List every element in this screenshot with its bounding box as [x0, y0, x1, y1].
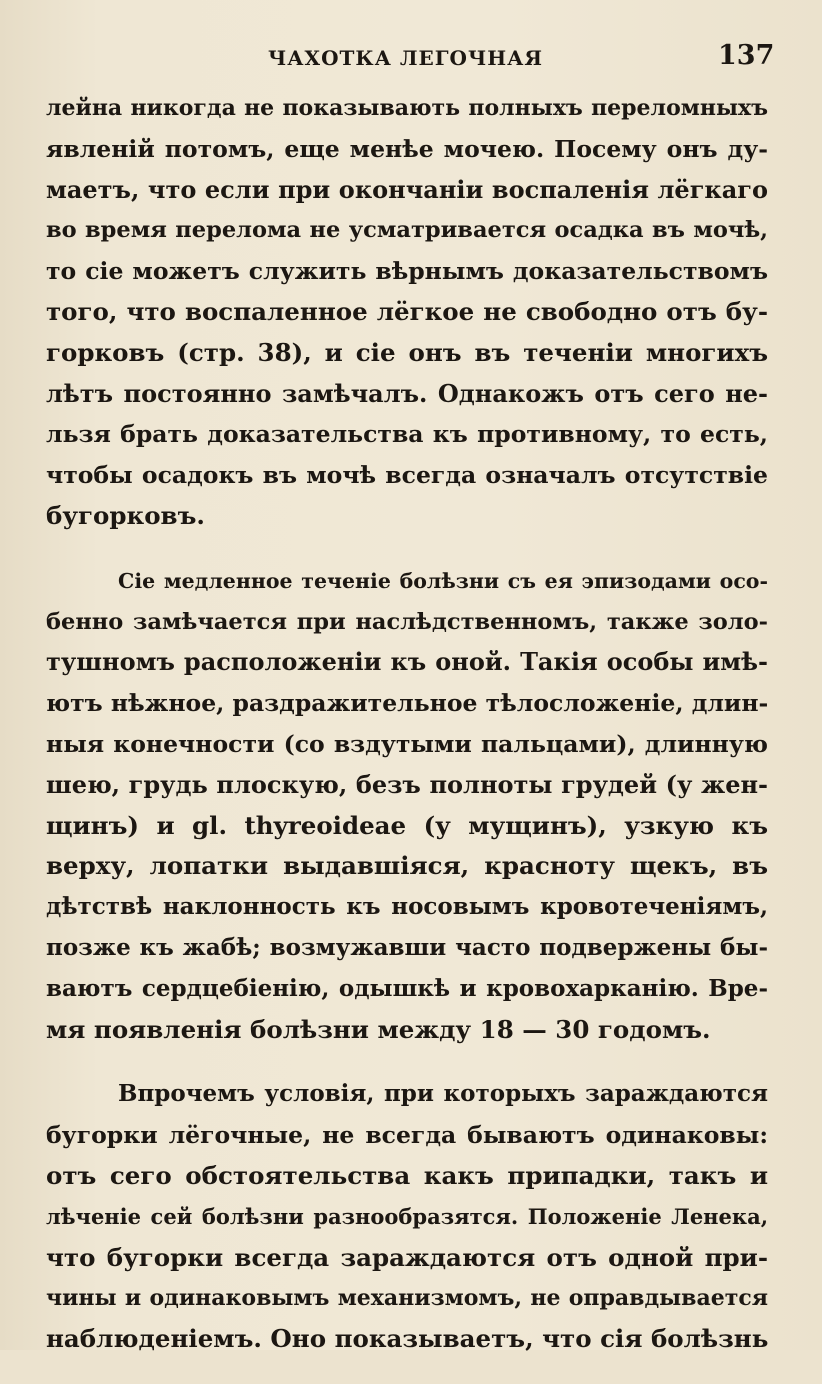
- text-line: явленій потомъ, еще менѣе мочею. Посему онъ ду-: [46, 134, 768, 163]
- text-line: то сіе можетъ служить вѣрнымъ доказательствомъ: [46, 257, 768, 286]
- text-line: шею, грудь плоскую, безъ полноты грудей (у жен-: [46, 769, 768, 799]
- text-line: лейна никогда не показывають полныхъ переломныхъ: [46, 95, 768, 121]
- text-line: отъ сего обстоятельства какъ припадки, такъ и: [46, 1160, 768, 1190]
- text-line: что бугорки всегда зараждаются отъ одной при-: [46, 1242, 768, 1272]
- paragraph-2: [46, 561, 768, 1051]
- text-line: Впрочемъ условія, при которыхъ зараждаются: [118, 1080, 768, 1108]
- page-header: [0, 40, 822, 76]
- text-line: ваютъ сердцебіенію, одышкѣ и кровохарканію. Вре-: [46, 974, 768, 1002]
- text-line: Сіе медленное теченіе болѣзни съ ея эпизодами осо-: [118, 568, 768, 593]
- page-number: 137: [718, 40, 775, 71]
- running-title: ЧАХОТКА ЛЕГОЧНАЯ: [268, 46, 544, 70]
- text-line: того, что воспаленное лёгкое не свободно отъ бу-: [46, 296, 768, 326]
- text-line: чтобы осадокъ въ мочѣ всегда означалъ отсутствіе: [46, 461, 768, 490]
- text-line: горковъ (стр. 38), и сіе онъ въ теченіи многихъ: [46, 337, 768, 367]
- text-line: щинъ) и gl. thyreoideae (у мущинъ), узкую къ: [46, 810, 768, 840]
- text-line: позже къ жабѣ; возмужавши часто подвержены бы-: [46, 933, 768, 961]
- text-line: тушномъ расположеніи къ оной. Такія особы имѣ-: [46, 647, 768, 677]
- text-line: бугорковъ.: [46, 500, 205, 530]
- text-line: лѣтъ постоянно замѣчалъ. Однакожъ отъ сего не-: [46, 378, 768, 408]
- text-line: бенно замѣчается при наслѣдственномъ, также золо-: [46, 608, 768, 635]
- text-line: дѣтствѣ наклонность къ носовымъ кровотеченіямъ,: [46, 893, 768, 921]
- text-line: чины и одинаковымъ механизмомъ, не оправдывается: [46, 1285, 768, 1312]
- text-line: ютъ нѣжное, раздражительное тѣлосложеніе, длин-: [46, 689, 769, 718]
- text-line: бугорки лёгочные, не всегда бываютъ одинаковы:: [46, 1121, 768, 1150]
- page-body: [46, 88, 768, 1384]
- text-line: мя появленія болѣзни между 18 — 30 годомъ.: [46, 1014, 711, 1044]
- text-line: верху, лопатки выдавшіяся, краснoту щекъ, въ: [46, 851, 768, 881]
- text-line: лѣченіе сей болѣзни разнообразятся. Положеніе Ленека,: [46, 1203, 768, 1229]
- text-line: наблюденіемъ. Оно показываетъ, что сія болѣзнь: [46, 1324, 769, 1354]
- text-line: льзя брать доказательства къ противному, то есть,: [46, 420, 768, 449]
- text-line: ныя конечности (со вздутыми пальцами), длинную: [46, 729, 768, 758]
- paragraph-3: [46, 1074, 768, 1360]
- text-line: во время перелома не усматривается осадка въ мочѣ,: [46, 217, 768, 244]
- paragraph-1: [46, 88, 768, 537]
- text-line: маетъ, что если при окончаніи воспаленія лёгкаго: [46, 174, 768, 204]
